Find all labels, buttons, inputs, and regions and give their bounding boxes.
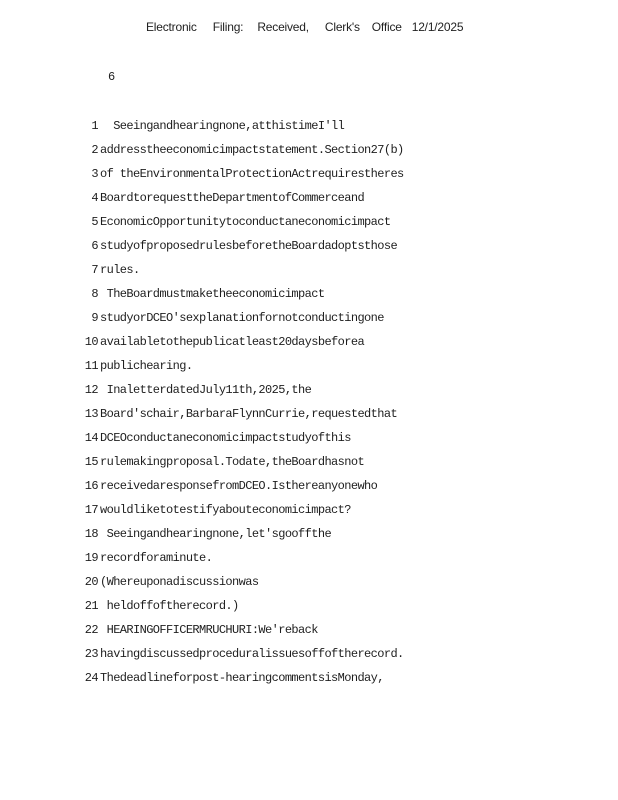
line-number: 8 <box>91 287 98 301</box>
transcript-line <box>82 382 602 406</box>
transcript-line <box>82 334 602 358</box>
line-text: availabletothepublicatleast20daysbeforea <box>100 335 365 349</box>
line-number: 22 <box>84 623 98 637</box>
transcript-line <box>82 286 602 310</box>
line-number: 17 <box>84 503 98 517</box>
page-number: 6 <box>108 70 116 84</box>
line-text: (Whereuponadiscussionwas <box>100 575 259 589</box>
line-text: heldoffoftherecord.) <box>100 599 239 613</box>
line-text: InaletterdatedJuly11th,2025,the <box>100 383 312 397</box>
line-number: 20 <box>84 575 98 589</box>
transcript-line <box>82 574 602 598</box>
transcript-line <box>82 454 602 478</box>
transcript-line <box>82 670 602 694</box>
header-electronic: Electronic <box>146 20 197 34</box>
line-number: 11 <box>84 359 98 373</box>
line-number: 2 <box>91 143 98 157</box>
transcript-line <box>82 598 602 622</box>
line-number: 10 <box>84 335 98 349</box>
line-text: Seeingandhearingnone,atthistimeI'll <box>100 119 345 133</box>
header-received: Received, <box>257 20 309 34</box>
line-text: of theEnvironmentalProtectionActrequirestheres <box>100 167 404 181</box>
line-number: 14 <box>84 431 98 445</box>
transcript-line <box>82 142 602 166</box>
line-text: TheBoardmustmaketheeconomicimpact <box>100 287 325 301</box>
line-text: studyorDCEO'sexplanationfornotconductingone <box>100 311 384 325</box>
transcript-line <box>82 238 602 262</box>
transcript-body <box>82 118 602 694</box>
line-number: 19 <box>84 551 98 565</box>
header-date: 12/1/2025 <box>411 20 464 34</box>
line-text: EconomicOpportunitytoconductaneconomicimpact <box>100 215 391 229</box>
line-text: HEARINGOFFICERMRUCHURI:We'reback <box>100 623 318 637</box>
transcript-line <box>82 406 602 430</box>
transcript-line <box>82 118 602 142</box>
line-number: 3 <box>91 167 98 181</box>
line-number: 16 <box>84 479 98 493</box>
transcript-line <box>82 646 602 670</box>
line-number: 12 <box>84 383 98 397</box>
line-number: 9 <box>91 311 98 325</box>
transcript-line <box>82 550 602 574</box>
transcript-line <box>82 262 602 286</box>
line-number: 1 <box>91 119 98 133</box>
line-text: receivedaresponsefromDCEO.Isthereanyonewho <box>100 479 378 493</box>
line-number: 21 <box>84 599 98 613</box>
line-text: Board'schair,BarbaraFlynnCurrie,requestedthat <box>100 407 398 421</box>
line-number: 13 <box>84 407 98 421</box>
line-number: 4 <box>91 191 98 205</box>
transcript-line <box>82 190 602 214</box>
line-text: havingdiscussedproceduralissuesoffoftherecord. <box>100 647 404 661</box>
line-text: rulemakingproposal.Todate,theBoardhasnot <box>100 455 365 469</box>
header-filing: Filing: <box>212 20 244 34</box>
transcript-line <box>82 478 602 502</box>
transcript-line <box>82 166 602 190</box>
line-number: 15 <box>84 455 98 469</box>
line-text: publichearing. <box>100 359 193 373</box>
transcript-line <box>82 526 602 550</box>
transcript-line <box>82 430 602 454</box>
line-number: 24 <box>84 671 98 685</box>
header-clerks: Clerk's <box>324 20 360 34</box>
line-text: Seeingandhearingnone,let'sgooffthe <box>100 527 332 541</box>
line-number: 7 <box>91 263 98 277</box>
transcript-line <box>82 310 602 334</box>
transcript-line <box>82 214 602 238</box>
header-office: Office <box>371 20 402 34</box>
line-text: BoardtorequesttheDepartmentofCommerceand <box>100 191 365 205</box>
line-text: Thedeadlineforpost-hearingcommentsisMonday, <box>100 671 384 685</box>
line-text: rules. <box>100 263 140 277</box>
line-text: recordforaminute. <box>100 551 213 565</box>
line-text: addresstheeconomicimpactstatement.Section27(b) <box>100 143 404 157</box>
filing-header <box>146 20 463 34</box>
line-text: DCEOconductaneconomicimpactstudyofthis <box>100 431 351 445</box>
line-number: 6 <box>91 239 98 253</box>
transcript-line <box>82 358 602 382</box>
line-text: wouldliketotestifyabouteconomicimpact? <box>100 503 351 517</box>
line-number: 23 <box>84 647 98 661</box>
transcript-line <box>82 622 602 646</box>
line-number: 18 <box>84 527 98 541</box>
line-number: 5 <box>91 215 98 229</box>
line-text: studyofproposedrulesbeforetheBoardadoptsthose <box>100 239 398 253</box>
transcript-line <box>82 502 602 526</box>
